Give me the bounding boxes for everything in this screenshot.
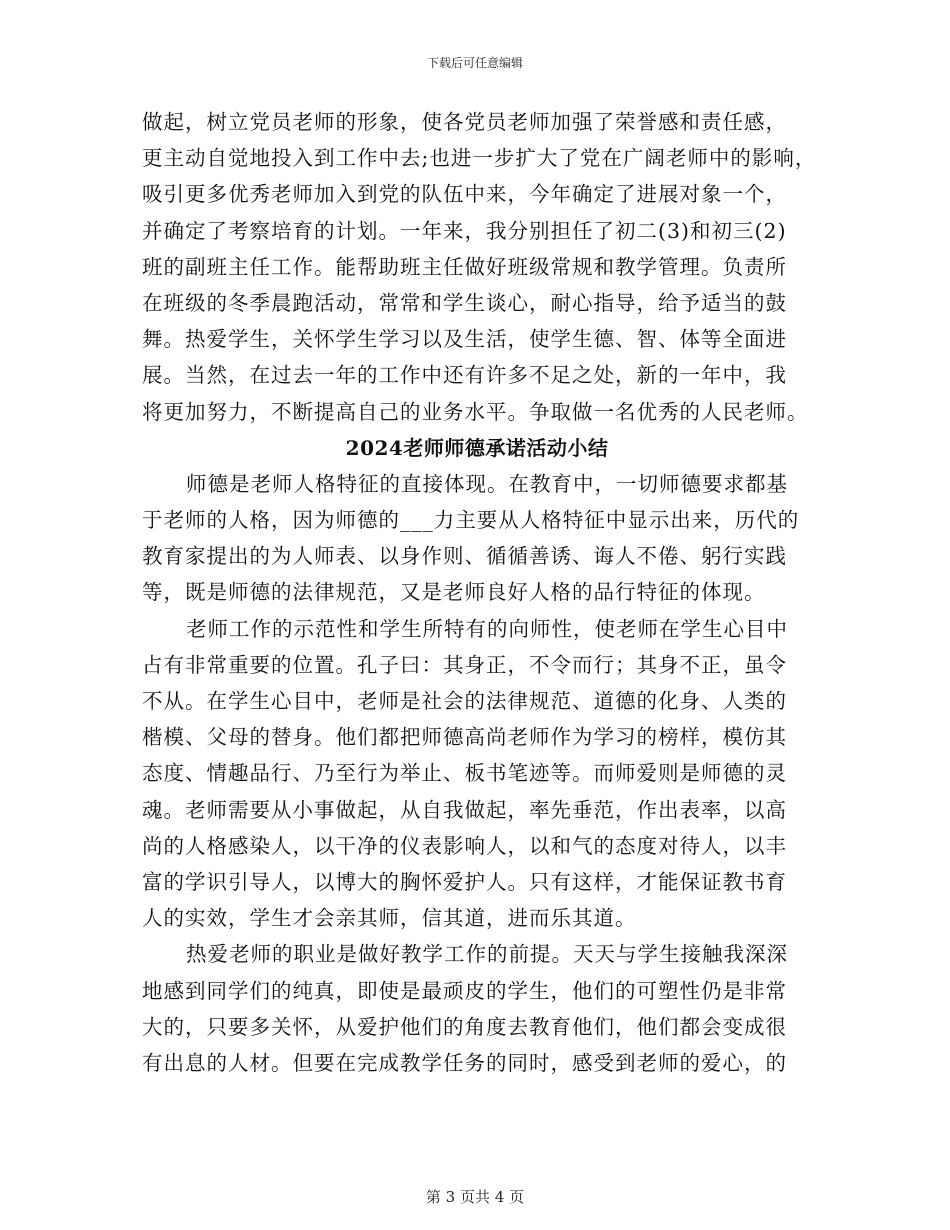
text-line: 师德是老师人格特征的直接体现。在教育中，一切师德要求都基 (186, 471, 788, 496)
page-header: 下载后可任意编辑 (426, 56, 523, 70)
text-line: 有出息的人材。但要在完成教学任务的同时，感受到老师的爱心，的 (142, 1050, 787, 1075)
text-line: 教育家提出的为人师表、以身作则、循循善诱、诲人不倦、躬行实践 (142, 544, 787, 569)
text-line: 占有非常重要的位置。孔子曰：其身正，不令而行；其身不正，虽令 (142, 652, 787, 677)
text-line: 大的，只要多关怀，从爱护他们的角度去教育他们，他们都会变成很 (142, 1014, 787, 1039)
text-line: 富的学识引导人，以博大的胸怀爱护人。只有这样，才能保证教书育 (142, 869, 787, 894)
text-line: 等，既是师德的法律规范，又是老师良好人格的品行特征的体现。 (142, 580, 766, 605)
text-line: 班的副班主任工作。能帮助班主任做好班级常规和教学管理。负责所 (142, 254, 787, 279)
text-line: 展。当然，在过去一年的工作中还有许多不足之处，新的一年中，我 (142, 363, 787, 388)
text-line: 态度、情趣品行、乃至行为举止、板书笔迹等。而师爱则是师德的灵 (142, 761, 787, 786)
text-line: 不从。在学生心目中，老师是社会的法律规范、道德的化身、人类的 (142, 689, 787, 713)
text-line: 舞。热爱学生，关怀学生学习以及生活，使学生德、智、体等全面进 (142, 327, 787, 352)
text-line: 老师工作的示范性和学生所特有的向师性，使老师在学生心目中 (186, 616, 788, 641)
text-line: 在班级的冬季晨跑活动，常常和学生谈心，耐心指导，给予适当的鼓 (142, 290, 787, 315)
text-line: 人的实效，学生才会亲其师，信其道，进而乐其道。 (142, 906, 637, 931)
text-line: 魂。老师需要从小事做起，从自我做起，率先垂范，作出表率，以高 (142, 797, 787, 822)
text-line: 于老师的人格，因为师德的___力主要从人格特征中显示出来，历代的 (142, 508, 800, 533)
page-footer: 第 3 页共 4 页 (425, 1188, 525, 1206)
text-line: 吸引更多优秀老师加入到党的队伍中来，今年确定了进展对象一个， (142, 182, 787, 207)
paragraph-2 (142, 611, 812, 937)
text-line: 热爱老师的职业是做好教学工作的前提。天天与学生接触我深深 (186, 942, 788, 967)
text-line: 尚的人格感染人，以干净的仪表影响人，以和气的态度对待人，以丰 (142, 833, 787, 858)
section-title: 2024老师师德承诺活动小结 (345, 435, 609, 460)
document-body (142, 104, 817, 1081)
text-line: 并确定了考察培育的计划。一年来，我分别担任了初二(3)和初三(2) (142, 218, 787, 243)
continuation-paragraph (142, 104, 817, 430)
text-line: 做起，树立党员老师的形象，使各党员老师加强了荣誉感和责任感， (142, 110, 787, 134)
text-line: 地感到同学们的纯真，即使是最顽皮的学生，他们的可塑性仍是非常 (142, 978, 787, 1003)
paragraph-3 (142, 936, 812, 1081)
paragraph-1 (142, 466, 812, 611)
text-line: 更主动自觉地投入到工作中去;也进一步扩大了党在广阔老师中的影响， (142, 146, 817, 171)
text-line: 将更加努力，不断提高自己的业务水平。争取做一名优秀的人民老师。 (142, 399, 809, 424)
text-line: 楷模、父母的替身。他们都把师德高尚老师作为学习的榜样，模仿其 (142, 725, 787, 750)
